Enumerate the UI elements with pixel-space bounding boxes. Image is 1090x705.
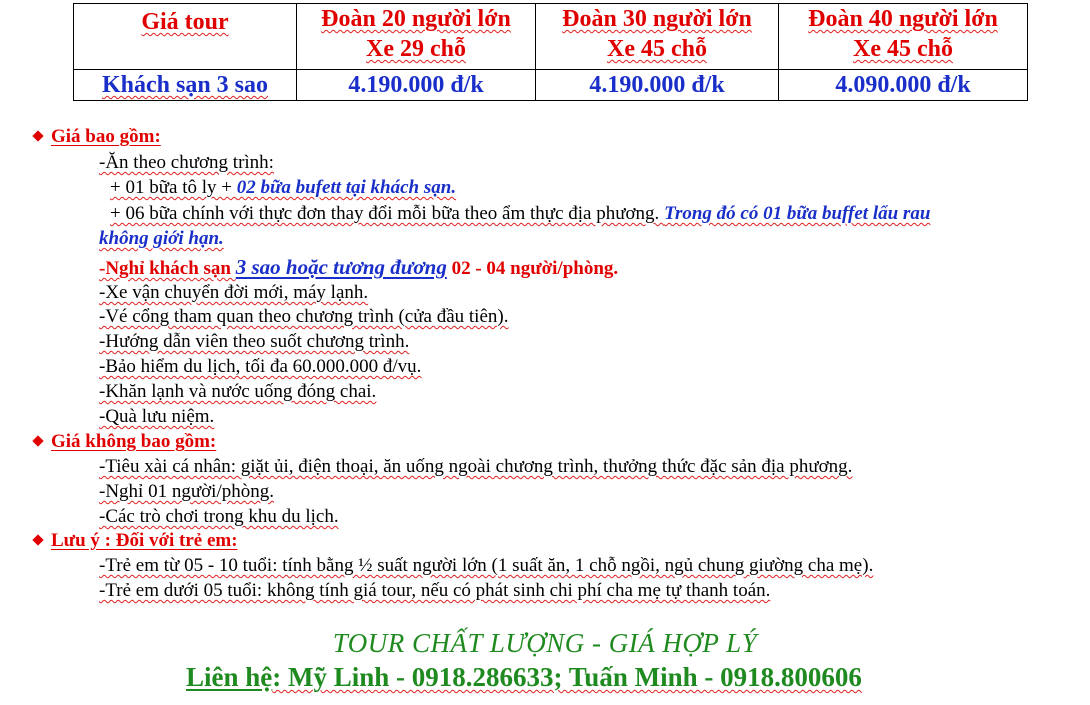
price-cell: 4.090.000 đ/k (779, 70, 1028, 101)
diamond-bullet-icon (32, 534, 43, 545)
price-table (73, 3, 1028, 101)
meals-line (99, 151, 274, 175)
header-line: Đoàn 20 người lớn (321, 6, 511, 32)
row-label-text: Khách sạn 3 sao (101, 72, 269, 98)
excluded-item-text: -Nghỉ 01 người/phòng. (99, 481, 274, 502)
included-item (99, 355, 421, 379)
meal-line-1 (110, 176, 456, 200)
price-table-header (74, 4, 1028, 70)
excluded-item (99, 455, 852, 479)
included-item-text: -Quà lưu niệm. (99, 406, 215, 427)
excluded-item (99, 480, 274, 504)
meal1-highlight: 02 bữa bufett tại khách sạn. (236, 177, 457, 198)
header-line: Đoàn 30 người lớn (562, 6, 752, 32)
excluded-item (99, 505, 339, 529)
included-heading (34, 126, 161, 148)
included-item (99, 305, 508, 329)
contact-text: : Mỹ Linh - 0918.286633; Tuấn Minh - 0918.800606 (272, 662, 862, 692)
excluded-title: Giá không bao gồm: (51, 431, 217, 452)
excluded-heading (34, 431, 216, 453)
included-item-text: -Khăn lạnh và nước uống đóng chai. (99, 381, 377, 402)
included-item (99, 405, 214, 429)
contact-label: Liên hệ (186, 662, 273, 692)
meal-line-2-cont (99, 227, 224, 251)
diamond-bullet-icon (32, 435, 43, 446)
price-table-row (74, 70, 1028, 101)
meal2-text: + 06 bữa chính với thực đơn thay đổi mỗi bữa theo ẩm thực địa phương. (110, 203, 665, 224)
included-item (99, 281, 368, 305)
diamond-bullet-icon (32, 130, 43, 141)
hotel-highlight: 3 sao hoặc tương đương (235, 255, 447, 279)
meal2-highlight: Trong đó có 01 bữa buffet lẩu rau (664, 203, 931, 224)
header-cell-group30 (536, 4, 779, 70)
slogan: TOUR CHẤT LƯỢNG - GIÁ HỢP LÝ (332, 628, 758, 658)
meal-line-2 (110, 202, 930, 226)
note-item (99, 579, 770, 603)
included-item-text: -Bảo hiểm du lịch, tối đa 60.000.000 đ/vụ. (99, 356, 422, 377)
note-item-text: -Trẻ em từ 05 - 10 tuổi: tính bằng ½ suất người lớn (1 suất ăn, 1 chỗ ngồi, ngủ chung giường cha mẹ). (99, 555, 874, 576)
header-line: Xe 29 chỗ (366, 36, 466, 62)
header-line: Xe 45 chỗ (607, 36, 707, 62)
included-item-text: -Xe vận chuyển đời mới, máy lạnh. (99, 282, 369, 303)
hotel-line (99, 255, 618, 281)
price-cell: 4.190.000 đ/k (536, 70, 779, 101)
included-item-text: -Hướng dẫn viên theo suốt chương trình. (99, 331, 410, 352)
included-item (99, 330, 409, 354)
meal1-text: + 01 bữa tô ly + (110, 177, 237, 198)
header-line: Đoàn 40 người lớn (808, 6, 998, 32)
header-line: Xe 45 chỗ (853, 36, 953, 62)
note-title: Lưu ý : Đối với trẻ em: (51, 530, 238, 551)
excluded-item-text: -Các trò chơi trong khu du lịch. (99, 506, 339, 527)
meals-text: -Ăn theo chương trình: (99, 152, 274, 173)
header-cell-group20 (297, 4, 536, 70)
hotel-text: -Nghỉ khách sạn (99, 258, 236, 279)
note-heading (34, 530, 238, 552)
included-title: Giá bao gồm: (51, 126, 161, 147)
price-cell: 4.190.000 đ/k (297, 70, 536, 101)
header-cell-tour (74, 4, 297, 70)
meal2-highlight-cont: không giới hạn. (99, 228, 224, 249)
note-item (99, 554, 873, 578)
excluded-item-text: -Tiêu xài cá nhân: giặt ủi, điện thoại, ăn uống ngoài chương trình, thưởng thức đặc sản địa phương. (99, 456, 853, 477)
header-line: Giá tour (141, 9, 229, 35)
note-item-text: -Trẻ em dưới 05 tuổi: không tính giá tour, nếu có phát sinh chi phí cha mẹ tự thanh toán. (99, 580, 771, 601)
included-item (99, 380, 376, 404)
header-cell-group40 (779, 4, 1028, 70)
row-label (74, 70, 297, 101)
contact-line (186, 662, 862, 693)
included-item-text: -Vé cổng tham quan theo chương trình (cửa đầu tiên). (99, 306, 509, 327)
hotel-occupancy: 02 - 04 người/phòng. (446, 258, 619, 279)
